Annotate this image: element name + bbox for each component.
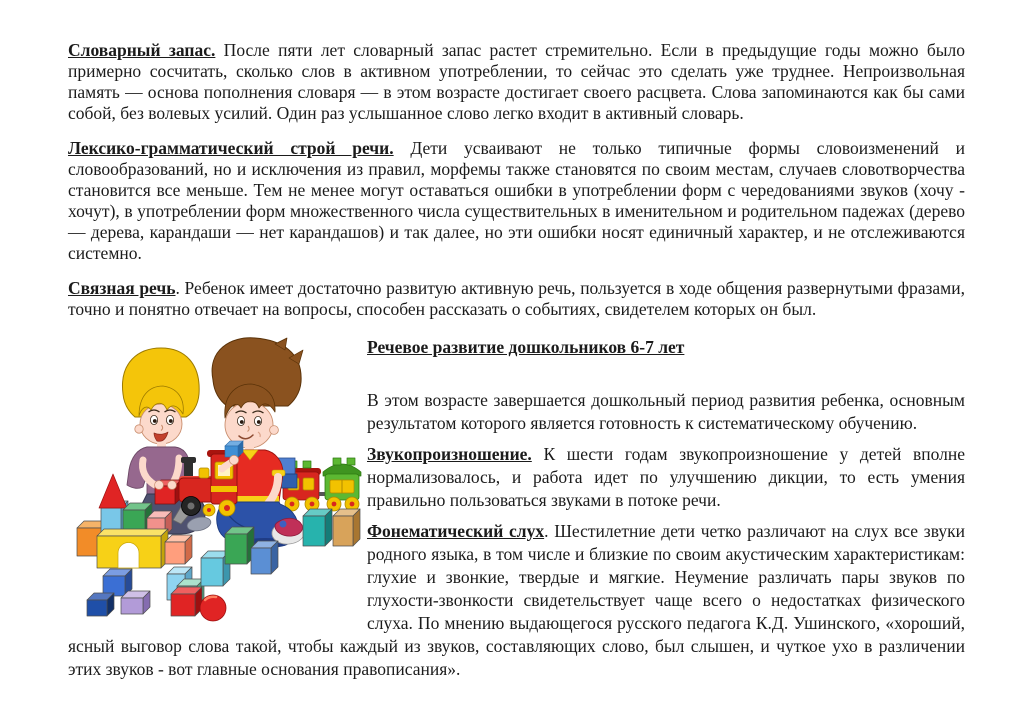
paragraph-lexical-grammar <box>68 138 965 264</box>
children-blocks-illustration <box>75 336 365 634</box>
paragraph-vocabulary-body: После пяти лет словарный запас растет стремительно. Если в предыдущие годы можно было примерно сосчитать, сколько слов в активном употреблении, то сейчас это сделать уже труднее. Непроизвольная память — основа пополнения словаря — в этом возрасте достигает своего расцвета. Слова запоминаются как бы сами собой, без волевых усилий. Один раз услышанное слово легко входит в активный словарь. <box>68 40 966 123</box>
red-ball <box>200 595 226 621</box>
paragraph-section-intro-body: В этом возрасте завершается дошкольный период развития ребенка, основным результатом которого является готовность к систематическому обучению. <box>367 390 965 433</box>
paragraph-vocabulary <box>68 40 965 124</box>
paragraph-coherent-speech <box>68 278 965 320</box>
paragraph-phonemic-hearing-lead: Фонематический слух <box>367 521 545 541</box>
paragraph-vocabulary-lead: Словарный запас. <box>68 40 216 60</box>
paragraph-coherent-speech-lead: Связная речь <box>68 278 176 298</box>
paragraph-lexical-grammar-lead: Лексико-грамматический строй речи. <box>68 138 394 158</box>
paragraph-phonemic-hearing-body: . Шестилетние дети четко различают на слух все звуки родного языка, в том числе и близкие по своим акустическим характеристикам: глухие и звонкие, твердые и мягкие. Неумение различать пары звуков по глухости-звонкости свидетельствует чаще всего о недостатках физического слуха. По мнению выдающегося русского педагога К.Д. Ушинского, «хороший, ясный выговор слова такой, чтобы каждый из звуков, составляющих слово, был слышен, и чуткое ухо в различении этих звуков - вот главные основания правописания». <box>68 521 965 679</box>
paragraph-lexical-grammar-body: Дети усваивают не только типичные формы словоизменений и словообразований, но и исключения из правил, морфемы также становятся по своим местам, случаев словотворчества становится все меньше. Тем не менее могут оставаться ошибки в употреблении форм с чередованиями звуков (хочу - хочут), в употреблении форм множественного числа существительных в именительном и родительном падежах (дерево — дерева, карандаши — нет карандашов) и так далее, но эти ошибки носят единичный характер, и не отслеживаются системно. <box>68 138 965 263</box>
boy-brunette <box>212 338 304 548</box>
paragraph-coherent-speech-body: . Ребенок имеет достаточно развитую активную речь, пользуется в ходе общения развернутыми фразами, точно и понятно отвечает на вопросы, способен рассказать о событиях, свидетелем которых он был. <box>68 278 965 319</box>
section-heading-text: Речевое развитие дошкольников 6-7 лет <box>367 337 685 357</box>
section-speech-development-6-7 <box>68 336 965 689</box>
paragraph-sound-pronunciation-body: К шести годам звукопроизношение у детей вполне нормализовалось, и работа идет по улучшению дикции, то есть умения правильно пользоваться звуками в потоке речи. <box>367 444 965 510</box>
paragraph-sound-pronunciation-lead: Звукопроизношение. <box>367 444 532 464</box>
